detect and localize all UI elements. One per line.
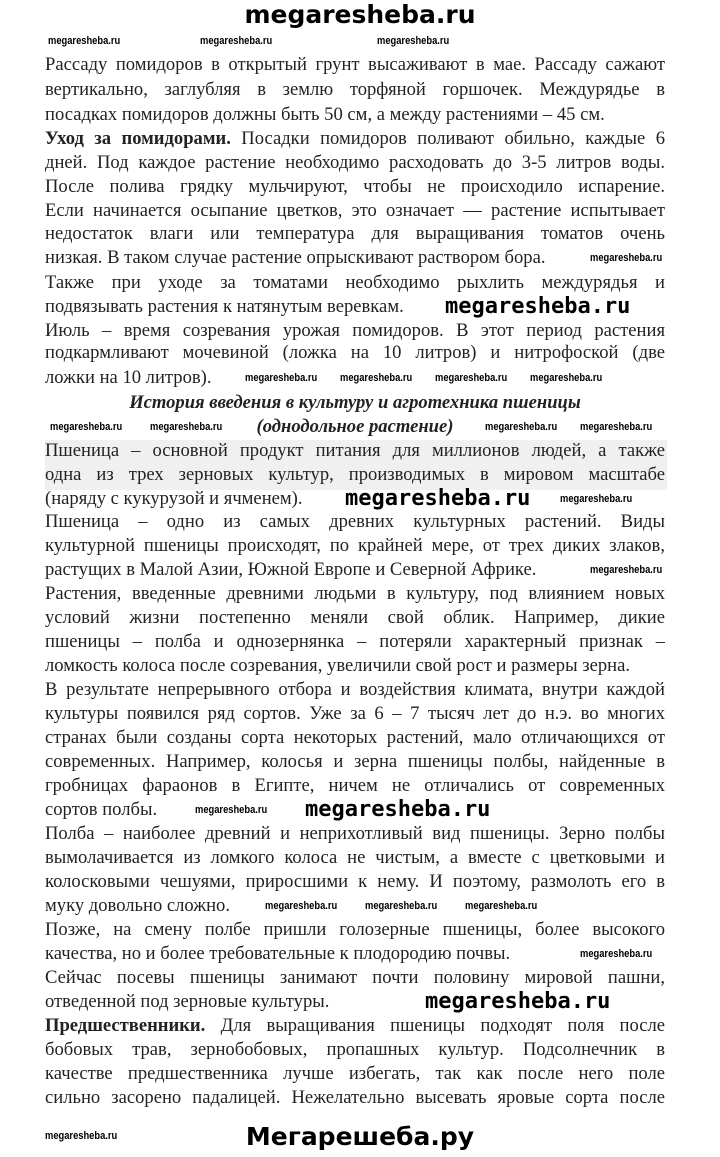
line-text: современных. Например, колосья и зерна пшеницы полбы, найденные в: [45, 751, 665, 772]
line-text: Растения, введенные древними людьми в культуру, под влиянием новых: [45, 583, 665, 604]
section-subheading-text: (однодольное растение): [256, 416, 454, 437]
section-subheading: [45, 416, 665, 438]
line-text: одна из трех зерновых культур, производимых в мировом масштабе: [45, 464, 665, 485]
text-line: [45, 272, 665, 294]
watermark: megaresheba.ru: [365, 900, 438, 912]
watermark: megaresheba.ru: [340, 372, 413, 384]
line-text: недостаток влаги или температура для выращивания томатов очень: [45, 223, 665, 244]
watermark: megaresheba.ru: [305, 797, 491, 822]
watermark: megaresheba.ru: [377, 35, 450, 47]
line-text: Также при уходе за томатами необходимо рыхлить междурядья и: [45, 272, 665, 293]
line-text: муку довольно сложно.: [45, 895, 231, 916]
line-text: сортов полбы.: [45, 799, 158, 820]
text-line: [45, 967, 665, 989]
section-heading: История введения в культуру и агротехника пшеницы: [129, 392, 581, 413]
line-text: вымолачивается из ломкого колоса не чистым, а вместе с цветковыми и: [45, 847, 665, 868]
text-line: [45, 320, 665, 342]
line-text: бобовых трав, зернобобовых, пропашных культур. Подсолнечник в: [45, 1039, 665, 1060]
text-line: [45, 631, 665, 653]
line-text: Июль – время созревания урожая помидоров. В этот период растения: [45, 320, 665, 341]
watermark: megaresheba.ru: [530, 372, 603, 384]
text-line: [45, 583, 665, 605]
line-text: колосковыми чешуями, приросшими к нему. И поэтому, размолоть его в: [45, 871, 665, 892]
watermark: megaresheba.ru: [45, 1130, 118, 1142]
line-text: качестве предшественника лучше избегать, так как после него поле: [45, 1063, 665, 1084]
text-line: [45, 176, 665, 198]
line-text: низкая. В таком случае растение опрыскивают раствором бора.: [45, 247, 546, 268]
text-line: [45, 1039, 665, 1061]
text-line: [45, 464, 665, 486]
text-line: [45, 247, 665, 269]
line-text: Позже, на смену полбе пришли голозерные пшеницы, более высокого: [45, 919, 665, 940]
line-text: дней. Под каждое растение необходимо расходовать до 3-5 литров воды.: [45, 152, 665, 173]
text-line: [45, 342, 665, 364]
line-text: Посадки помидоров поливают обильно, каждые 6: [230, 128, 665, 149]
text-line: [45, 895, 665, 917]
line-text: культуры появился ряд сортов. Уже за 6 – 7 тысяч лет до н.э. во многих: [45, 703, 665, 724]
line-text: ложки на 10 литров).: [45, 367, 212, 388]
bold-term: Уход за помидорами.: [45, 128, 231, 149]
text-line: [45, 679, 665, 701]
line-text: странах были созданы сорта некоторых растений, мало отличающихся от: [45, 727, 665, 748]
watermark: megaresheba.ru: [50, 421, 123, 433]
line-text: растущих в Малой Азии, Южной Европе и Северной Африке.: [45, 559, 537, 580]
text-line: [45, 535, 665, 557]
line-text: отведенной под зерновые культуры.: [45, 991, 330, 1012]
line-text: посадках помидоров должны быть 50 см, а между растениями – 45 см.: [45, 104, 605, 125]
text-line: [45, 440, 665, 462]
watermark: megaresheba.ru: [435, 372, 508, 384]
watermark: megaresheba.ru: [590, 252, 663, 264]
watermark: megaresheba.ru: [465, 900, 538, 912]
text-line: [45, 775, 665, 797]
line-text: условий жизни постепенно меняли свой облик. Например, дикие: [45, 607, 665, 628]
text-line: [45, 607, 665, 629]
line-text: вертикально, заглубляя в землю торфяной горшочек. Междурядье в: [45, 79, 665, 100]
text-line: [45, 511, 665, 533]
watermark: megaresheba.ru: [580, 421, 653, 433]
text-line: [45, 128, 665, 150]
watermark: megaresheba.ru: [345, 486, 531, 511]
watermark: megaresheba.ru: [150, 421, 223, 433]
text-line: [45, 223, 665, 245]
line-text: пшеницы – полба и однозернянка – потеряли характерный признак –: [45, 631, 665, 652]
text-line: [45, 727, 665, 749]
text-line: [45, 54, 665, 76]
line-text: ломкость колоса после созревания, увеличили свой рост и размеры зерна.: [45, 655, 630, 676]
watermark: megaresheba.ru: [485, 421, 558, 433]
watermark: megaresheba.ru: [590, 564, 663, 576]
text-line: [45, 79, 665, 101]
text-line: [45, 751, 665, 773]
line-text: культурной пшеницы происходят, по крайней мере, от трех диких злаков,: [45, 535, 665, 556]
line-text: Если начинается осыпание цветков, это означает — растение испытывает: [45, 200, 665, 221]
site-header: megaresheba.ru: [244, 0, 476, 29]
watermark: megaresheba.ru: [265, 900, 338, 912]
line-text: В результате непрерывного отбора и воздействия климата, внутри каждой: [45, 679, 665, 700]
text-line: [45, 703, 665, 725]
text-line: [45, 655, 665, 677]
line-text: Рассаду помидоров в открытый грунт высаживают в мае. Рассаду сажают: [45, 54, 665, 75]
line-text: качества, но и более требовательные к плодородию почвы.: [45, 943, 511, 964]
line-text: После полива грядку мульчируют, чтобы не происходило испарение.: [45, 176, 665, 197]
text-line: [45, 919, 665, 941]
text-line: [45, 847, 665, 869]
line-text: Для выращивания пшеницы подходят поля после: [205, 1015, 665, 1036]
line-text: гробницах фараонов в Египте, ничем не отличались от современных: [45, 775, 665, 796]
site-footer-text: Мегарешеба.ру: [245, 1122, 475, 1151]
line-text: подвязывать растения к натянутым веревкам.: [45, 296, 404, 317]
watermark: megaresheba.ru: [560, 493, 633, 505]
line-text: (наряду с кукурузой и ячменем).: [45, 488, 303, 509]
watermark: megaresheba.ru: [580, 948, 653, 960]
text-line: [45, 1063, 665, 1085]
text-line: [45, 200, 665, 222]
text-line: [45, 943, 665, 965]
text-line: [45, 871, 665, 893]
watermark: megaresheba.ru: [48, 35, 121, 47]
text-line: [45, 1087, 665, 1109]
line-text: Пшеница – одно из самых древних культурных растений. Виды: [45, 511, 665, 532]
text-line: [45, 104, 665, 126]
line-text: Пшеница – основной продукт питания для миллионов людей, а также: [45, 440, 665, 461]
watermark: megaresheba.ru: [425, 989, 611, 1014]
site-footer: [0, 1122, 720, 1151]
line-text: подкармливают мочевиной (ложка на 10 литров) и нитрофоской (две: [45, 342, 665, 363]
line-text: Сейчас посевы пшеницы занимают почти половину мировой пашни,: [45, 967, 665, 988]
watermark: megaresheba.ru: [445, 294, 631, 319]
watermark: megaresheba.ru: [195, 804, 268, 816]
text-line: [45, 1015, 665, 1037]
text-line: [45, 559, 665, 581]
text-line: [45, 823, 665, 845]
line-text: сильно засорено падалицей. Нежелательно высевать яровые сорта после: [45, 1087, 665, 1108]
bold-term: Предшественники.: [45, 1015, 206, 1036]
watermark: megaresheba.ru: [245, 372, 318, 384]
text-line: [45, 152, 665, 174]
watermark: megaresheba.ru: [200, 35, 273, 47]
line-text: Полба – наиболее древний и неприхотливый вид пшеницы. Зерно полбы: [45, 823, 665, 844]
